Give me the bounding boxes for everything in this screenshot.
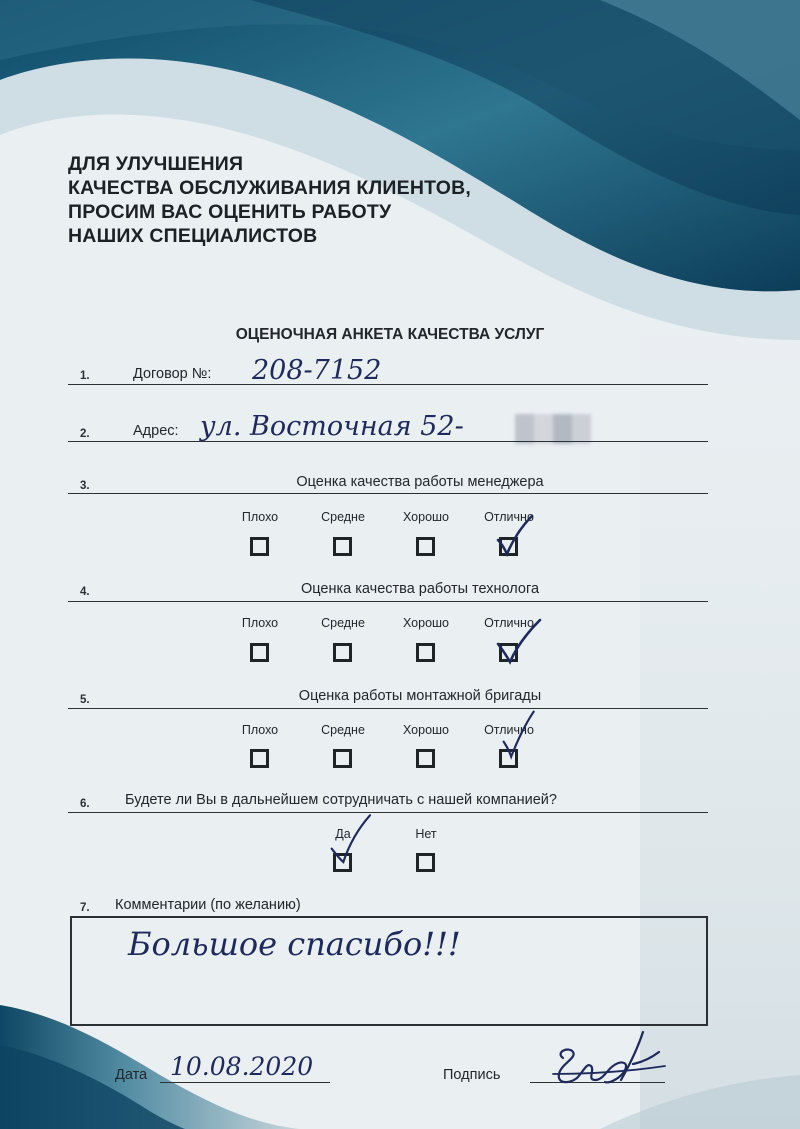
option-label-poor: Плохо (241, 723, 279, 737)
cooperation-no-checkbox[interactable] (416, 853, 435, 872)
item-number: 3. (80, 480, 90, 492)
item6-underline (68, 812, 708, 813)
option-label-excellent: Отлично (484, 616, 534, 630)
cooperation-yes-checkbox[interactable] (333, 853, 352, 872)
option-label-no: Нет (415, 827, 437, 841)
item2-underline (68, 441, 708, 442)
option-label-poor: Плохо (241, 510, 279, 524)
signature-scribble (525, 1022, 675, 1102)
technologist-good-checkbox[interactable] (416, 643, 435, 662)
technologist-rating-label: Оценка качества работы технолога (300, 581, 540, 597)
installation-rating-label: Оценка работы монтажной бригады (298, 688, 542, 704)
heading-line: КАЧЕСТВА ОБСЛУЖИВАНИЯ КЛИЕНТОВ, (68, 177, 472, 199)
option-label-average: Средне (321, 616, 365, 630)
technologist-poor-checkbox[interactable] (250, 643, 269, 662)
heading-line: ПРОСИМ ВАС ОЦЕНИТЬ РАБОТУ (68, 201, 392, 223)
contract-number-handwritten: 208-7152 (252, 355, 382, 386)
item5-underline (68, 708, 708, 709)
heading-line: ДЛЯ УЛУЧШЕНИЯ (68, 153, 244, 175)
address-handwritten: ул. Восточная 52- (200, 411, 464, 442)
date-underline (160, 1082, 330, 1083)
option-label-good: Хорошо (402, 616, 450, 630)
item-number: 4. (80, 586, 90, 598)
manager-average-checkbox[interactable] (333, 537, 352, 556)
manager-excellent-checkbox[interactable] (499, 537, 518, 556)
cooperation-question-label: Будете ли Вы в дальнейшем сотрудничать с нашей компанией? (125, 792, 557, 808)
item-number: 2. (80, 428, 90, 440)
signature-label: Подпись (443, 1067, 501, 1083)
technologist-average-checkbox[interactable] (333, 643, 352, 662)
installation-average-checkbox[interactable] (333, 749, 352, 768)
manager-poor-checkbox[interactable] (250, 537, 269, 556)
item-number: 5. (80, 694, 90, 706)
option-label-good: Хорошо (402, 723, 450, 737)
installation-excellent-checkbox[interactable] (499, 749, 518, 768)
item-number: 7. (80, 902, 90, 914)
form-title: ОЦЕНОЧНАЯ АНКЕТА КАЧЕСТВА УСЛУГ (235, 326, 545, 343)
option-label-poor: Плохо (241, 616, 279, 630)
option-label-good: Хорошо (402, 510, 450, 524)
item4-underline (68, 601, 708, 602)
option-label-excellent: Отлично (484, 723, 534, 737)
installation-poor-checkbox[interactable] (250, 749, 269, 768)
page-heading (68, 152, 471, 248)
comments-label: Комментарии (по желанию) (115, 897, 301, 913)
technologist-excellent-checkbox[interactable] (499, 643, 518, 662)
item3-underline (68, 493, 708, 494)
heading-line: НАШИХ СПЕЦИАЛИСТОВ (68, 225, 318, 247)
date-label: Дата (115, 1067, 148, 1083)
contract-label: Договор №: (133, 366, 212, 382)
comment-handwritten: Большое спасибо!!! (128, 925, 461, 963)
redacted-address-blur (515, 414, 591, 444)
item1-underline (68, 384, 708, 385)
option-label-excellent: Отлично (484, 510, 534, 524)
option-label-average: Средне (321, 723, 365, 737)
installation-good-checkbox[interactable] (416, 749, 435, 768)
date-handwritten: 10.08.2020 (170, 1052, 314, 1081)
option-label-average: Средне (321, 510, 365, 524)
manager-rating-label: Оценка качества работы менеджера (296, 474, 544, 490)
item-number: 6. (80, 798, 90, 810)
manager-good-checkbox[interactable] (416, 537, 435, 556)
item-number: 1. (80, 370, 90, 382)
address-label: Адрес: (133, 423, 179, 439)
option-label-yes: Да (335, 827, 351, 841)
